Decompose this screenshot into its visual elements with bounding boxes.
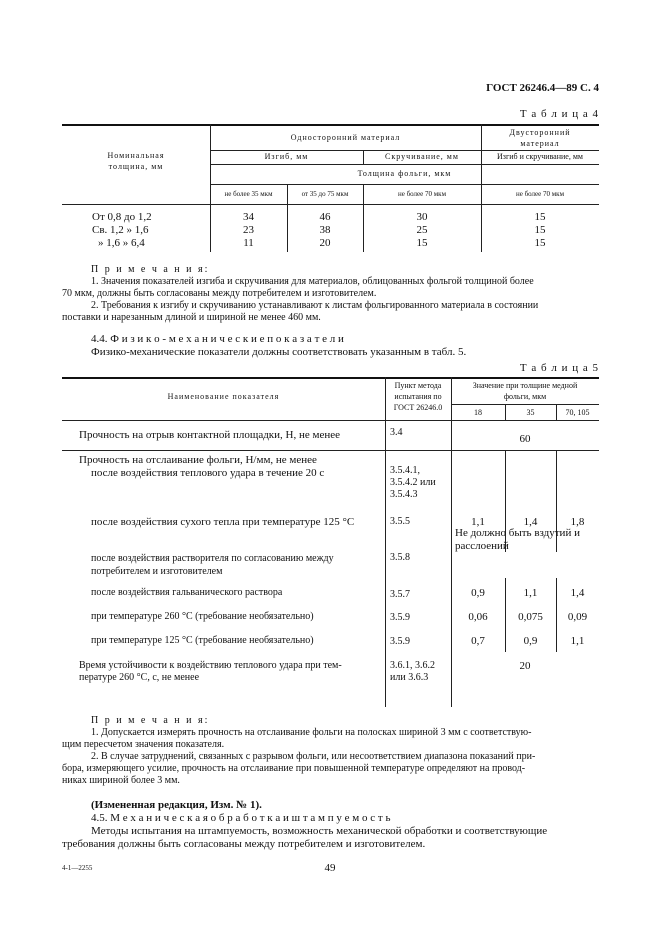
table4-col-bend-twist: Изгиб и скручивание, мм	[497, 152, 583, 161]
cell: 30	[416, 211, 428, 223]
table4-col-one-sided: Односторонний материал	[290, 133, 401, 142]
table4-col-two-sided: Двусторонний материал	[509, 128, 571, 148]
cell: 1,4	[523, 516, 538, 528]
row-method: 3.4	[390, 427, 403, 438]
cell: 11	[243, 237, 254, 249]
table5-th-35: 35	[526, 408, 535, 417]
row-name: после воздействия сухого тепла при температуре 125 °С	[91, 516, 355, 528]
document-reference: ГОСТ 26246.4—89 С. 4	[486, 82, 599, 94]
table5-th-18: 18	[474, 408, 482, 417]
cell: 25	[416, 224, 428, 236]
row-name: после воздействия теплового удара в течение 20 с	[91, 467, 325, 479]
footer-code: 4-1—2255	[62, 864, 93, 872]
cell: 38	[319, 224, 331, 236]
table4-col-foil: Толщина фольги, мкм	[357, 169, 452, 178]
row-name: после воздействия растворителя по согласованию между потребителем и изготовителем	[91, 553, 334, 577]
row-method: 3.5.4.1, 3.5.4.2 или 3.5.4.3	[390, 465, 436, 500]
row-label: От 0,8 до 1,2	[92, 211, 152, 223]
section-4-5-line: Методы испытания на штампуемость, возможность механической обработки и соответствующие	[91, 825, 548, 837]
cell: 1,1	[570, 635, 585, 647]
cell: 0,075	[518, 611, 543, 623]
row-method: 3.5.9	[390, 636, 410, 647]
table4-caption: Т а б л и ц а 4	[519, 108, 599, 120]
page-number: 49	[324, 862, 336, 874]
note-line: 70 мкм, должны быть согласованы между потребителем и изготовителем.	[62, 288, 377, 299]
cell: 0,09	[567, 611, 588, 623]
cell: 34	[243, 211, 254, 223]
row-method: 3.5.9	[390, 612, 410, 623]
note-line: 2. Требования к изгибу и скручиванию устанавливают к листам фольгированного материала в состоянии	[91, 300, 539, 311]
revision-note: (Измененная редакция, Изм. № 1).	[91, 799, 262, 811]
section-4-5-line: требования должны быть согласованы между потребителем и изготовителем.	[62, 838, 426, 850]
cell: 15	[416, 237, 428, 249]
cell: 1,4	[570, 587, 585, 599]
row-method: 3.5.8	[390, 552, 410, 563]
cell: 15	[534, 211, 546, 223]
row-value: 20	[519, 660, 531, 672]
row-name: после воздействия гальванического раствора	[91, 587, 283, 598]
row-method: 3.6.1, 3.6.2 или 3.6.3	[390, 660, 435, 683]
note-line: никах шириной более 3 мм.	[62, 775, 180, 786]
notes-title: П р и м е ч а н и я:	[91, 264, 210, 275]
cell: 0,7	[471, 635, 485, 647]
table4-col-twist: Скручивание, мм	[385, 152, 459, 161]
row-name: Прочность на отрыв контактной площадки, Н, не менее	[79, 429, 340, 441]
table4-sub4: не более 70 мкм	[515, 190, 565, 198]
row-value: Не должно быть вздутий и расслоений	[455, 527, 580, 552]
cell: 46	[319, 211, 331, 223]
cell: 23	[243, 224, 254, 236]
cell: 0,9	[471, 587, 485, 599]
table5-col-method: Пункт метода испытания по ГОСТ 26246.0	[393, 381, 443, 412]
cell: 0,06	[468, 611, 488, 623]
cell: 1,8	[570, 516, 585, 528]
row-label: Св. 1,2 » 1,6	[92, 224, 149, 236]
note-line: бора, измеряющего усилие, прочность на отслаивание при повышенной температуре определяют на провод-	[62, 763, 526, 774]
note-line: 1. Допускается измерять прочность на отслаивание фольги на полосках шириной 3 мм с соответствую-	[91, 727, 532, 738]
cell: 15	[534, 224, 546, 236]
row-value: 60	[519, 433, 531, 445]
table5-caption: Т а б л и ц а 5	[519, 362, 599, 374]
row-method: 3.5.7	[390, 589, 410, 600]
row-name: при температуре 260 °С (требование необязательно)	[91, 611, 314, 622]
notes-title: П р и м е ч а н и я:	[91, 715, 210, 726]
table5-col-value: Значение при толщине медной фольги, мкм	[472, 381, 578, 401]
table5-col-name: Наименование показателя	[167, 392, 280, 401]
note-line: 1. Значения показателей изгиба и скручивания для материалов, облицованных фольгой толщиной более	[91, 276, 534, 287]
note-line: щим пересчетом значения показателя.	[62, 739, 225, 750]
table4-col-nominal: Номинальная толщина, мм	[107, 151, 165, 171]
cell: 15	[534, 237, 546, 249]
table5-th-70-105: 70, 105	[565, 408, 590, 417]
table4-col-bend: Изгиб, мм	[264, 152, 309, 161]
note-line: 2. В случае затруднений, связанных с разрывом фольги, или несоответствием диапазона показаний при-	[91, 751, 536, 762]
cell: 1,1	[471, 516, 485, 528]
row-name: Время устойчивости к воздействию теплового удара при тем- пературе 260 °С, с, не менее	[79, 660, 342, 683]
section-4-4-heading: 4.4. Ф и з и к о - м е х а н и ч е с к и е п о к а з а т е л и	[91, 333, 344, 345]
table4-sub3: не более 70 мкм	[397, 190, 447, 198]
row-name: Прочность на отслаивание фольги, Н/мм, не менее	[79, 454, 317, 466]
cell: 20	[319, 237, 331, 249]
cell: 0,9	[523, 635, 538, 647]
cell: 1,1	[523, 587, 538, 599]
row-name: при температуре 125 °С (требование необязательно)	[91, 635, 314, 646]
section-4-4-text: Физико-механические показатели должны соответствовать указанным в табл. 5.	[91, 346, 467, 358]
note-line: поставки и нарезанным длиной и шириной не менее 460 мм.	[62, 312, 321, 323]
table4-sub1: не более 35 мкм	[224, 190, 273, 198]
row-label: » 1,6 » 6,4	[98, 237, 145, 249]
section-4-5-heading: 4.5. М е х а н и ч е с к а я о б р а б о т к а и ш т а м п у е м о с т ь	[91, 812, 391, 824]
row-method: 3.5.5	[390, 516, 410, 527]
table4-sub2: от 35 до 75 мкм	[301, 190, 349, 198]
